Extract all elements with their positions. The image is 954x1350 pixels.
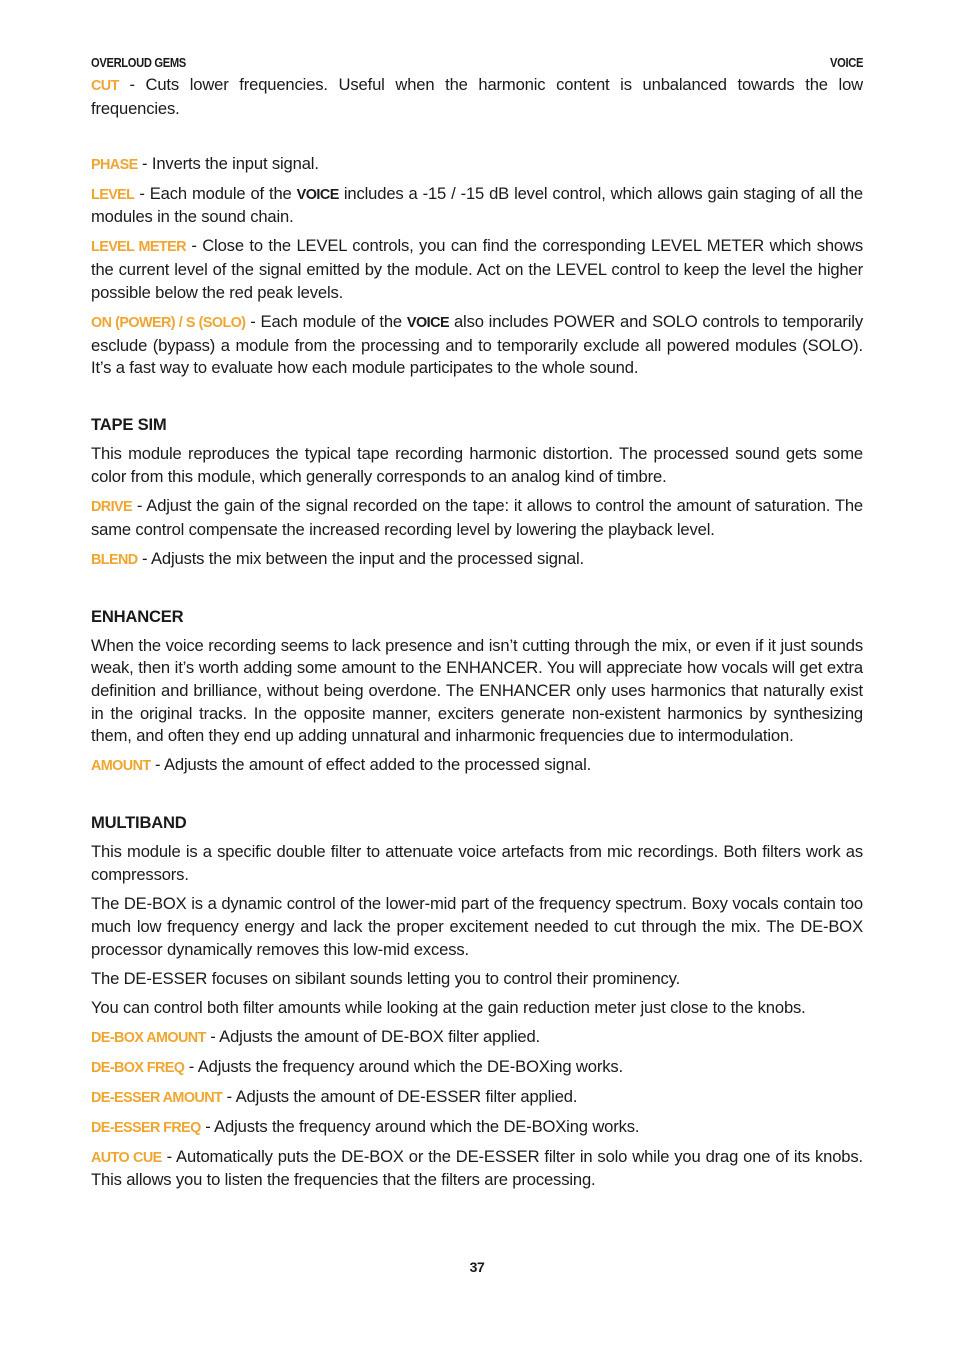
running-header <box>91 52 863 74</box>
section-title-enhancer: ENHANCER <box>91 606 184 626</box>
term-auto-cue: AUTO CUE <box>91 1149 162 1166</box>
blend-description: - Adjusts the mix between the input and the processed signal. <box>137 548 584 568</box>
level-description-b: includes a -15 / -15 dB level control, which allows gain staging of all the modules in the sound chain. <box>91 183 863 227</box>
auto-cue-description: - Automatically puts the DE-BOX or the DE-ESSER filter in solo while you drag one of its knobs. This allows you to listen the frequencies that the filters are processing. <box>91 1146 863 1190</box>
multiband-paragraph-2: The DE-BOX is a dynamic control of the lower-mid part of the frequency spectrum. Boxy vocals contain too much low frequency energy and lack the proper excitement needed to cut through the mix. The DE-BOX processor dynamically removes this low-mid excess. <box>91 894 863 959</box>
paragraph-debox-freq <box>91 1056 863 1080</box>
term-deesser-freq: DE-ESSER FREQ <box>91 1119 201 1136</box>
multiband-paragraph-3: The DE-ESSER focuses on sibilant sounds letting you to control their prominency. <box>91 968 681 988</box>
section-title-multiband: MULTIBAND <box>91 813 187 833</box>
on-solo-description-a: - Each module of the <box>245 311 407 331</box>
header-right: VOICE <box>830 55 864 70</box>
paragraph-blend <box>91 548 863 572</box>
page-number: 37 <box>469 1259 485 1275</box>
paragraph-phase <box>91 153 863 177</box>
paragraph-deesser-amount <box>91 1086 863 1110</box>
term-cut: CUT <box>91 78 119 94</box>
paragraph-auto-cue <box>91 1146 863 1192</box>
paragraph-amount <box>91 754 863 778</box>
term-drive: DRIVE <box>91 498 132 515</box>
term-phase: PHASE <box>91 156 138 173</box>
header-left: OVERLOUD GEMS <box>91 55 186 70</box>
level-description-a: - Each module of the <box>134 183 297 203</box>
term-on-solo: ON (POWER) / S (SOLO) <box>91 314 246 331</box>
tape-sim-intro: This module reproduces the typical tape recording harmonic distortion. The processed sound gets some color from this module, which generally corresponds to an analog kind of timbre. <box>91 444 863 486</box>
paragraph-cut <box>91 74 863 120</box>
debox-amount-description: - Adjusts the amount of DE-BOX filter applied. <box>205 1026 540 1046</box>
paragraph-deesser-freq <box>91 1116 863 1140</box>
phase-description: - Inverts the input signal. <box>137 153 319 173</box>
drive-description: - Adjust the gain of the signal recorded on the tape: it allows to control the amount of saturation. The same control compensate the increased recording level by lowering the playback level. <box>91 495 863 539</box>
product-name: VOICE <box>296 186 339 203</box>
term-debox-amount: DE-BOX AMOUNT <box>91 1029 206 1046</box>
deesser-freq-description: - Adjusts the frequency around which the DE-BOXing works. <box>200 1116 640 1136</box>
product-name: VOICE <box>406 314 450 331</box>
paragraph-on-solo <box>91 311 863 380</box>
term-amount: AMOUNT <box>91 758 151 775</box>
paragraph-debox-amount <box>91 1026 863 1050</box>
multiband-paragraph-4: You can control both filter amounts while looking at the gain reduction meter just close to the knobs. <box>91 997 806 1017</box>
term-level-meter: LEVEL METER <box>91 239 186 256</box>
term-level: LEVEL <box>91 186 135 203</box>
term-debox-freq: DE-BOX FREQ <box>91 1059 185 1076</box>
multiband-paragraph-1: This module is a specific double filter to attenuate voice artefacts from mic recordings. Both filters work as compressors. <box>91 842 863 885</box>
term-deesser-amount: DE-ESSER AMOUNT <box>91 1089 223 1106</box>
cut-description: - Cuts lower frequencies. Useful when the harmonic content is unbalanced towards the low frequencies. <box>91 75 863 118</box>
page-body <box>91 52 863 1198</box>
amount-description: - Adjusts the amount of effect added to the processed signal. <box>150 755 592 775</box>
deesser-amount-description: - Adjusts the amount of DE-ESSER filter applied. <box>222 1086 578 1106</box>
term-blend: BLEND <box>91 551 138 568</box>
paragraph-level-meter <box>91 235 863 304</box>
level-meter-description: - Close to the LEVEL controls, you can find the corresponding LEVEL METER which shows the current level of the signal emitted by the module. Act on the LEVEL control to keep the level the higher possible below the red peak levels. <box>91 236 863 302</box>
paragraph-level <box>91 183 863 229</box>
document-content <box>91 74 863 1192</box>
enhancer-intro: When the voice recording seems to lack presence and isn’t cutting through the mix, or even if it just sounds weak, then it’s worth adding some amount to the ENHANCER. You will appreciate how vocals will get extra definition and brilliance, without being overdone. The ENHANCER only uses harmonics that naturally exist in the original tracks. In the opposite manner, exciters generate non-existent harmonics by synthesizing them, and often they end up adding unnatural and inharmonic frequencies due to intermodulation. <box>91 635 863 746</box>
on-solo-description-b: also includes POWER and SOLO controls to temporarily esclude (bypass) a module from the processing and to temporarily exclude all powered modules (SOLO). It’s a fast way to evaluate how each module participates to the whole sound. <box>91 311 863 378</box>
paragraph-drive <box>91 495 863 541</box>
debox-freq-description: - Adjusts the frequency around which the DE-BOXing works. <box>184 1056 623 1076</box>
section-title-tape-sim: TAPE SIM <box>91 415 167 435</box>
